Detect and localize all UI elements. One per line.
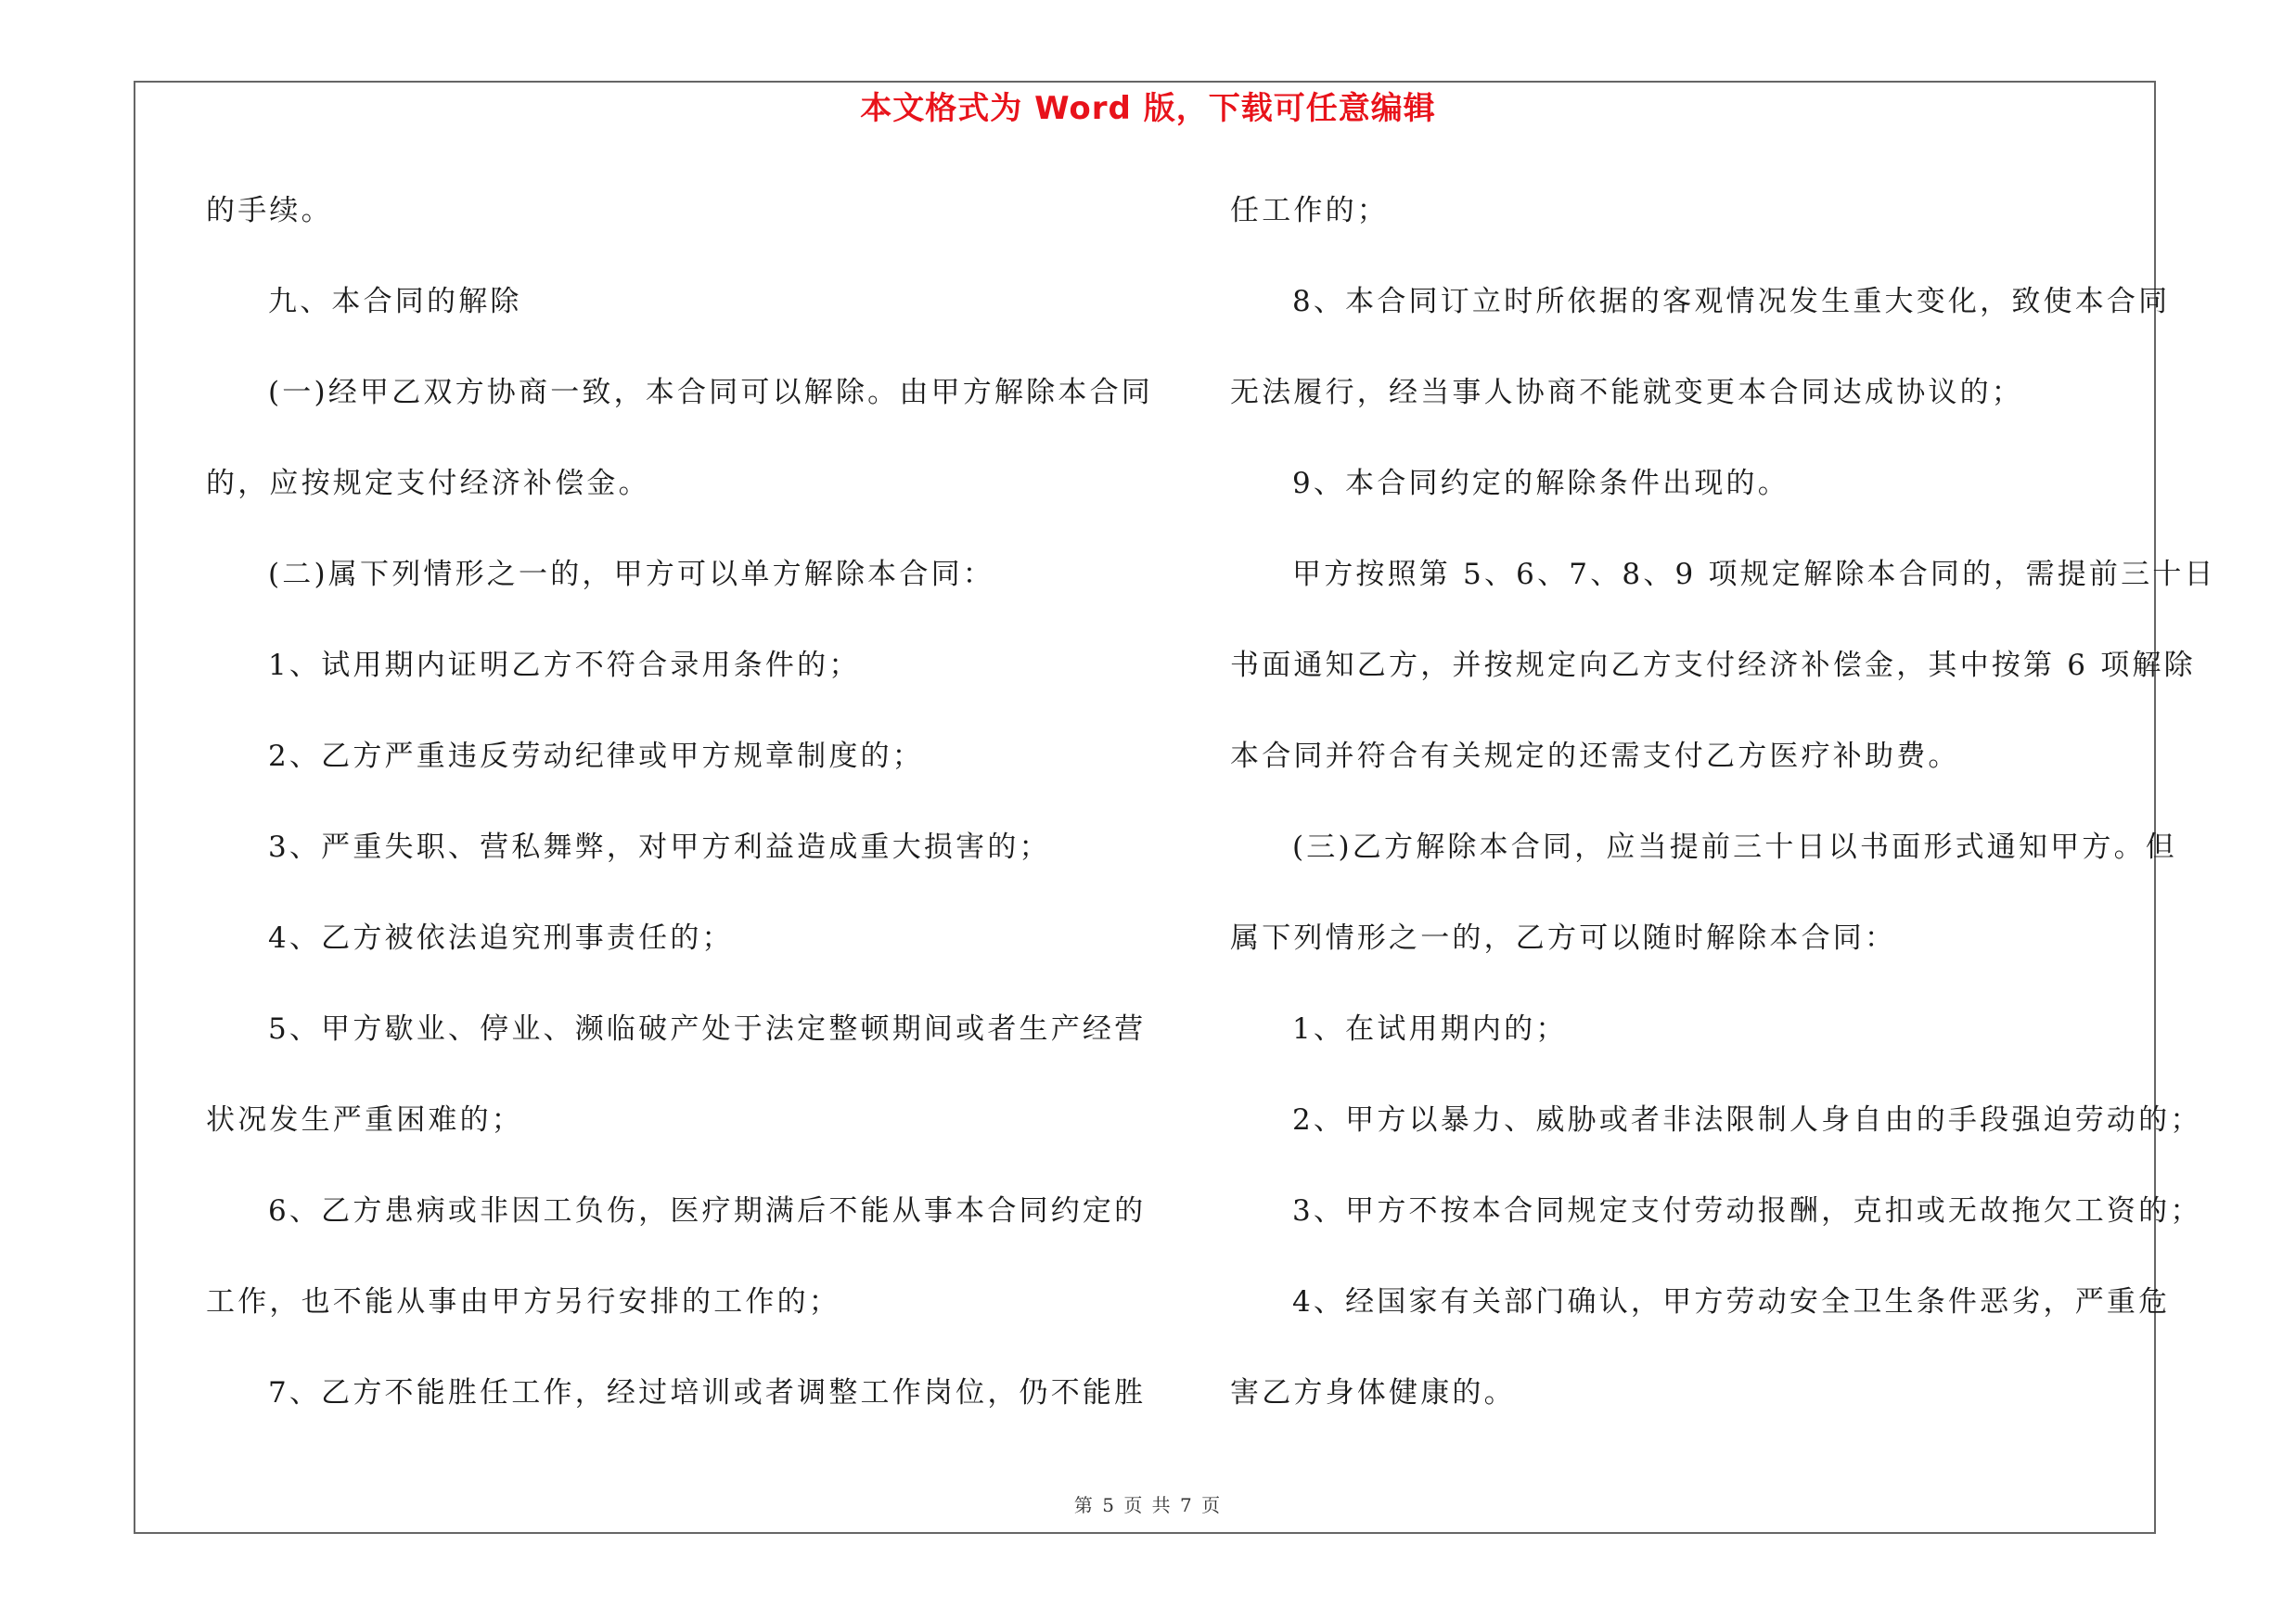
paragraph-line: 甲方按照第 5、6、7、8、9 项规定解除本合同的，需提前三十日 [1292, 558, 2216, 591]
paragraph-line: 九、本合同的解除 [268, 285, 522, 318]
paragraph-line: 的手续。 [206, 194, 333, 227]
right-text-column [1230, 186, 2216, 1459]
paragraph-line: 的，应按规定支付经济补偿金。 [206, 467, 650, 500]
paragraph-line: 工作，也不能从事由甲方另行安排的工作的； [206, 1285, 840, 1319]
paragraph-line: 5、甲方歇业、停业、濒临破产处于法定整顿期间或者生产经营 [268, 1012, 1147, 1046]
paragraph-line: 3、严重失职、营私舞弊，对甲方利益造成重大损害的； [268, 831, 1051, 864]
paragraph-line: 属下列情形之一的，乙方可以随时解除本合同： [1230, 921, 1897, 955]
paragraph-line: 2、乙方严重违反劳动纪律或甲方规章制度的； [268, 740, 924, 773]
paragraph-line: 状况发生严重困难的； [206, 1103, 523, 1137]
paragraph-line: 书面通知乙方，并按规定向乙方支付经济补偿金，其中按第 6 项解除 [1230, 649, 2196, 682]
paragraph-line: 9、本合同约定的解除条件出现的。 [1292, 467, 1789, 500]
paragraph-line: 无法履行，经当事人协商不能就变更本合同达成协议的； [1230, 376, 2023, 409]
paragraph-line: 任工作的； [1230, 194, 1389, 227]
paragraph-line: (一)经甲乙双方协商一致，本合同可以解除。由甲方解除本合同 [268, 376, 1153, 409]
left-text-column [206, 186, 1153, 1459]
word-format-banner: 本文格式为 Word 版，下载可任意编辑 [860, 90, 1436, 127]
paragraph-line: 7、乙方不能胜任工作，经过培训或者调整工作岗位，仍不能胜 [268, 1376, 1147, 1410]
paragraph-line: 4、乙方被依法追究刑事责任的； [268, 921, 734, 955]
paragraph-line: 1、试用期内证明乙方不符合录用条件的； [268, 649, 861, 682]
paragraph-line: 6、乙方患病或非因工负伤，医疗期满后不能从事本合同约定的 [268, 1194, 1147, 1228]
paragraph-line: (二)属下列情形之一的，甲方可以单方解除本合同： [268, 558, 994, 591]
paragraph-line: 害乙方身体健康的。 [1230, 1376, 1516, 1410]
page-number-footer: 第 5 页 共 7 页 [1073, 1494, 1223, 1516]
paragraph-line: 1、在试用期内的； [1292, 1012, 1568, 1046]
paragraph-line: 本合同并符合有关规定的还需支付乙方医疗补助费。 [1230, 740, 1960, 773]
paragraph-line: (三)乙方解除本合同，应当提前三十日以书面形式通知甲方。但 [1292, 831, 2177, 864]
paragraph-line: 4、经国家有关部门确认，甲方劳动安全卫生条件恶劣，严重危 [1292, 1285, 2171, 1319]
paragraph-line: 3、甲方不按本合同规定支付劳动报酬，克扣或无故拖欠工资的； [1292, 1194, 2202, 1228]
paragraph-line: 8、本合同订立时所依据的客观情况发生重大变化，致使本合同 [1292, 285, 2171, 318]
paragraph-line: 2、甲方以暴力、威胁或者非法限制人身自由的手段强迫劳动的； [1292, 1103, 2202, 1137]
